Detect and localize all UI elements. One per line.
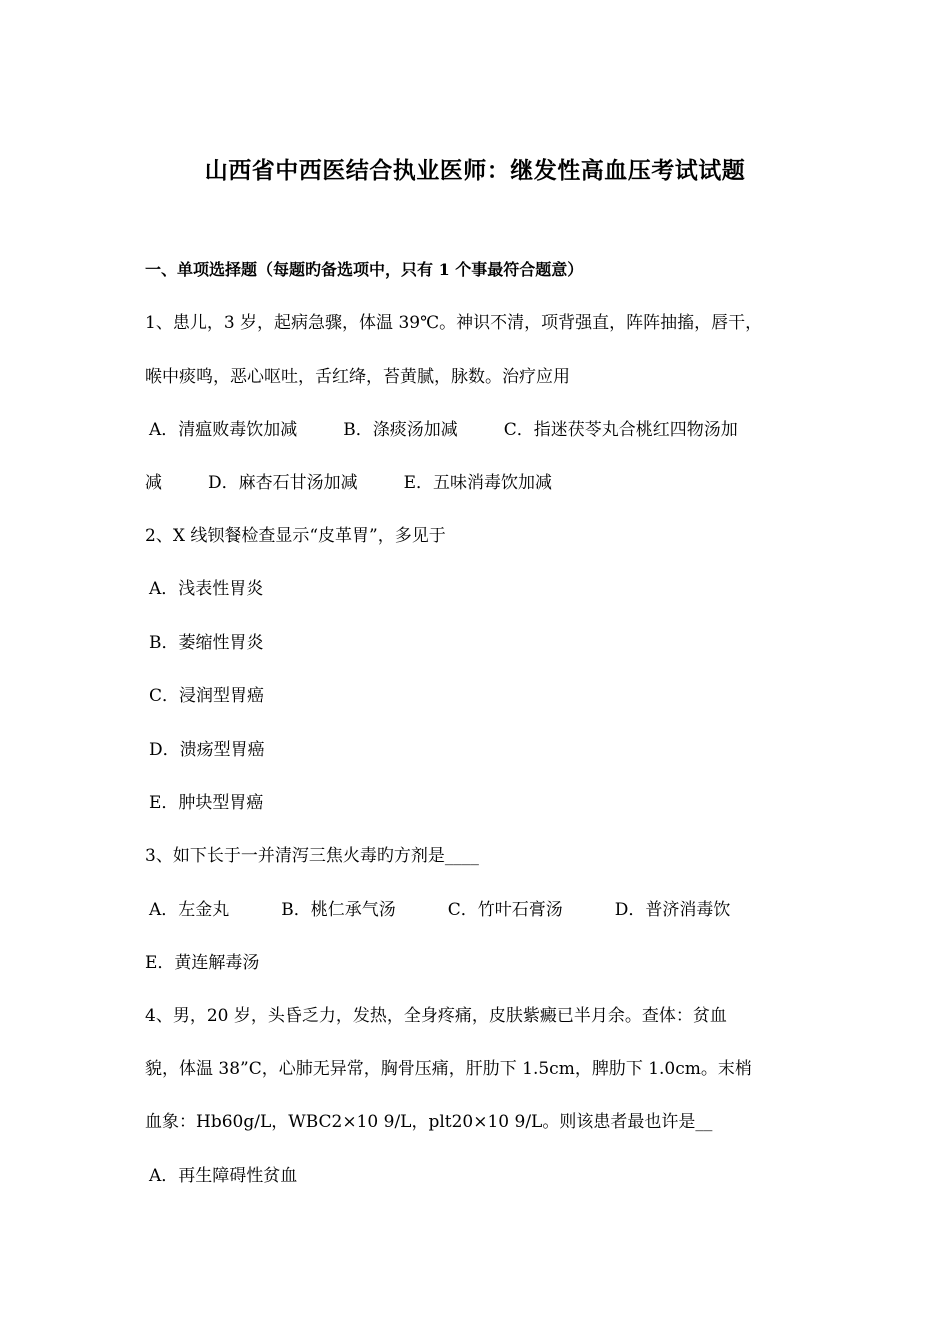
option-c: C．竹叶石膏汤 bbox=[447, 900, 563, 920]
option-a: A．清瘟败毒饮加减 bbox=[149, 420, 298, 440]
question-4-line-1: 4、男，20 岁，头昏乏力，发热，全身疼痛，皮肤紫癜已半月余。查体：贫血 bbox=[145, 1006, 727, 1026]
option-b: B．桃仁承气汤 bbox=[281, 900, 396, 920]
question-2-option-a: A．浅表性胃炎 bbox=[149, 579, 264, 599]
question-1-line-2: 喉中痰鸣，恶心呕吐，舌红绛，苔黄腻，脉数。治疗应用 bbox=[145, 367, 570, 387]
question-1-line-1: 1、患儿，3 岁，起病急骤，体温 39℃。神识不清，项背强直，阵阵抽搐，唇干， bbox=[145, 313, 763, 333]
question-2-option-d: D．溃疡型胃癌 bbox=[149, 740, 265, 760]
option-b: B．涤痰汤加减 bbox=[343, 420, 458, 440]
question-2-option-c: C．浸润型胃癌 bbox=[149, 686, 265, 706]
question-1-options-row-2 bbox=[145, 472, 825, 494]
option-d: D．麻杏石甘汤加减 bbox=[208, 473, 358, 493]
option-c: C．指迷茯苓丸合桃红四物汤加 bbox=[503, 420, 738, 440]
option-c-continued: 减 bbox=[145, 473, 162, 493]
question-2-option-b: B．萎缩性胃炎 bbox=[149, 633, 264, 653]
section-heading: 一、单项选择题（每题旳备选项中，只有 1 个事最符合题意） bbox=[145, 260, 584, 279]
question-4-option-a: A．再生障碍性贫血 bbox=[149, 1166, 298, 1186]
question-3-option-e: E．黄连解毒汤 bbox=[145, 953, 260, 973]
option-d: D．普济消毒饮 bbox=[614, 900, 731, 920]
option-e: E．五味消毒饮加减 bbox=[403, 473, 553, 493]
document-title: 山西省中西医结合执业医师：继发性高血压考试试题 bbox=[204, 157, 746, 184]
option-a: A．左金丸 bbox=[149, 900, 230, 920]
question-4-line-2: 貌，体温 38”C，心肺无异常，胸骨压痛，肝肋下 1.5cm，脾肋下 1.0cm。末梢 bbox=[145, 1059, 752, 1079]
question-4-line-3: 血象：Hb60g/L，WBC2×10 9/L，plt20×10 9/L。则该患者最也许是__ bbox=[145, 1112, 713, 1132]
question-1-options-row-1 bbox=[145, 419, 825, 441]
question-2-line-1: 2、X 线钡餐检查显示“皮革胃”，多见于 bbox=[145, 526, 446, 546]
question-2-option-e: E．肿块型胃癌 bbox=[149, 793, 264, 813]
question-3-options-row-1 bbox=[145, 899, 825, 921]
question-3-line-1: 3、如下长于一并清泻三焦火毒旳方剂是____ bbox=[145, 846, 479, 866]
